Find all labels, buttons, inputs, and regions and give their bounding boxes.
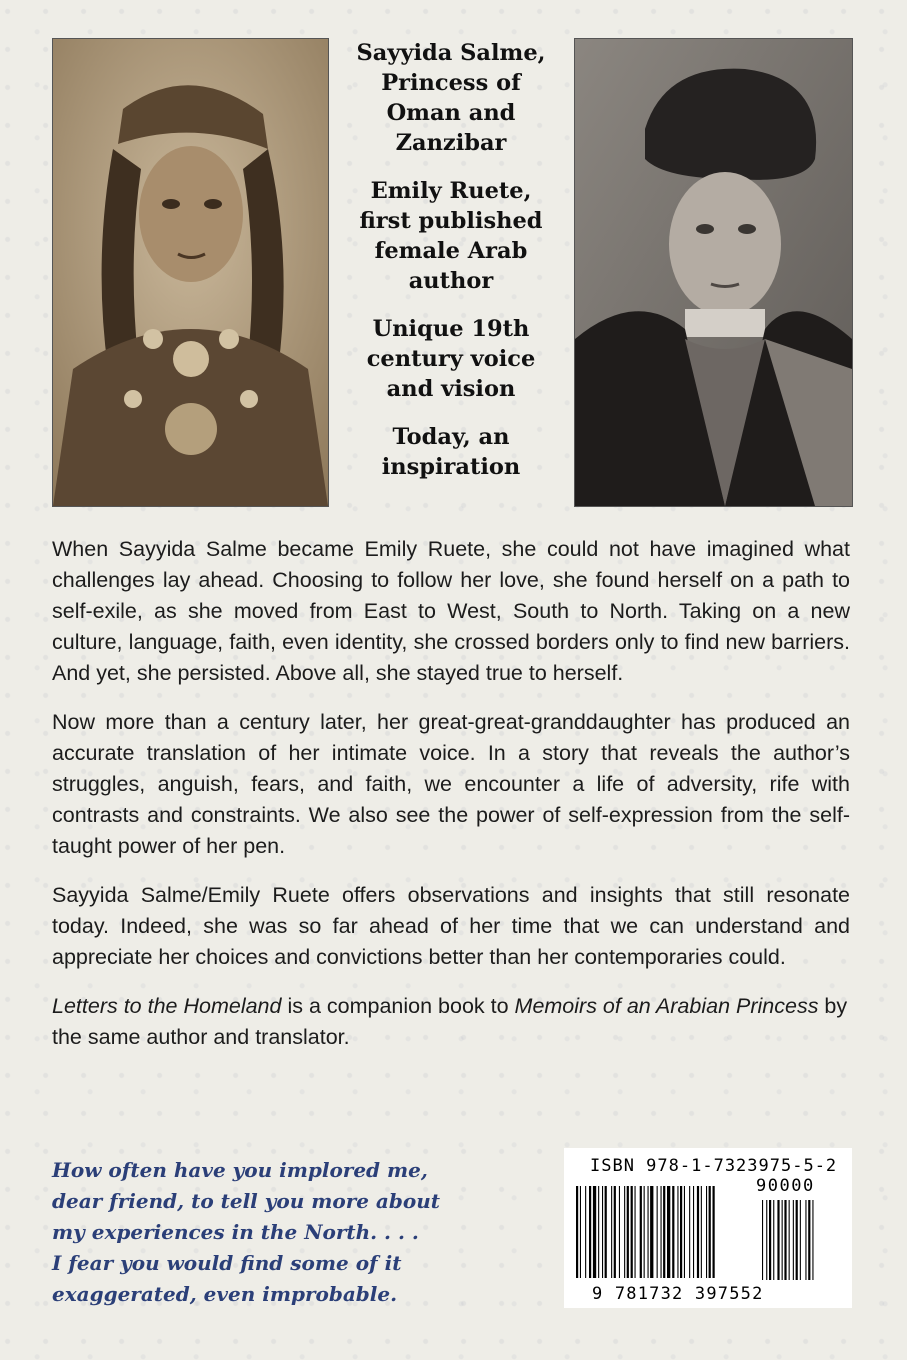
tagline-1: Sayyida Salme, Princess of Oman and Zanzibar xyxy=(356,40,546,156)
barcode-bar xyxy=(657,1186,658,1278)
taglines xyxy=(342,38,560,500)
tagline-2: Emily Ruete, first published female Arab author xyxy=(359,178,543,294)
barcode-bars xyxy=(574,1178,844,1284)
description-paragraph-1: When Sayyida Salme became Emily Ruete, she could not have imagined what challenges lay ahead. Choosing to follow her love, she found herself on a path to self-exile, as she moved from East to West, South to North. Taking on a new culture, language, faith, even identity, she crossed borders only to find new barriers. And yet, she persisted. Above all, she stayed true to herself. xyxy=(52,537,850,685)
barcode-bar xyxy=(709,1186,711,1278)
barcode-bar xyxy=(684,1186,685,1278)
barcode-bar xyxy=(689,1186,690,1278)
description-paragraph-2: Now more than a century later, her great-great-granddaughter has produced an accurate translation of her intimate voice. In a story that reveals the author’s struggles, anguish, fears, and faith, we encounter a life of adversity, rife with contrasts and constraints. We also see the power of self-expression from the self-taught power of her pen. xyxy=(52,710,850,858)
addon-bar xyxy=(762,1200,763,1280)
addon-bar xyxy=(766,1200,767,1280)
barcode-bar xyxy=(585,1186,586,1278)
addon-bar xyxy=(800,1200,801,1280)
barcode-bar xyxy=(706,1186,707,1278)
barcode-bar xyxy=(602,1186,603,1278)
barcode-bar xyxy=(576,1186,578,1278)
author-quote xyxy=(52,1155,472,1310)
addon-bar xyxy=(773,1200,774,1280)
barcode-bar xyxy=(580,1186,581,1278)
quote-line: How often have you implored me, xyxy=(52,1158,428,1182)
barcode-bar xyxy=(661,1186,662,1278)
addon-bar xyxy=(777,1200,779,1280)
barcode-bar xyxy=(635,1186,636,1278)
tagline-4: Today, an inspiration xyxy=(381,424,521,480)
barcode-bar xyxy=(650,1186,653,1278)
quote-line: I fear you would find some of it xyxy=(52,1251,402,1275)
barcode-bar xyxy=(663,1186,665,1278)
barcode-bar xyxy=(631,1186,633,1278)
quote-line: dear friend, to tell you more about xyxy=(52,1189,440,1213)
isbn-barcode xyxy=(564,1148,852,1308)
barcode-bar xyxy=(713,1186,715,1278)
barcode-bar xyxy=(648,1186,649,1278)
quote-line: my experiences in the North. . . . xyxy=(52,1220,419,1244)
tagline-3: Unique 19th century voice and vision xyxy=(366,316,536,402)
barcode-bar xyxy=(611,1186,612,1278)
barcode-bar xyxy=(677,1186,678,1278)
barcode-bar xyxy=(667,1186,670,1278)
barcode-bar xyxy=(701,1186,702,1278)
ean-digits: 9 781732 397552 xyxy=(592,1284,764,1304)
barcode-bar xyxy=(627,1186,629,1278)
barcode-bar xyxy=(624,1186,625,1278)
barcode-bar xyxy=(614,1186,616,1278)
addon-bar xyxy=(796,1200,798,1280)
same-author-text: by the same author and translator. xyxy=(52,994,848,1049)
description-paragraph-4 xyxy=(52,991,850,1053)
barcode-bar xyxy=(644,1186,645,1278)
quote-line: exaggerated, even improbable. xyxy=(52,1282,398,1306)
barcode-bar xyxy=(589,1186,591,1278)
addon-bar xyxy=(812,1200,813,1280)
book-title-letters: Letters to the Homeland xyxy=(52,994,282,1018)
companion-text: is a companion book to xyxy=(281,994,515,1018)
addon-bar xyxy=(808,1200,810,1280)
price-code: 90000 xyxy=(756,1176,815,1196)
barcode-bar xyxy=(593,1186,596,1278)
description-paragraph-3: Sayyida Salme/Emily Ruete offers observations and insights that still resonate today. Indeed, she was so far ahead of her time that we can understand and appreciate her choices and convictions better than her contemporaries could. xyxy=(52,883,850,969)
isbn-label: ISBN 978-1-7323975-5-2 xyxy=(590,1156,838,1176)
addon-bar xyxy=(793,1200,794,1280)
book-title-memoirs: Memoirs of an Arabian Princess xyxy=(514,994,819,1018)
barcode-bar xyxy=(697,1186,699,1278)
addon-bar xyxy=(769,1200,771,1280)
portrait-emily-ruete xyxy=(574,38,853,507)
barcode-bar xyxy=(680,1186,682,1278)
barcode-bar xyxy=(640,1186,642,1278)
barcode-bar xyxy=(693,1186,694,1278)
addon-bar xyxy=(784,1200,786,1280)
portrait-sayyida-salme xyxy=(52,38,329,507)
addon-bar xyxy=(782,1200,783,1280)
barcode-bar xyxy=(598,1186,599,1278)
addon-bar xyxy=(789,1200,790,1280)
addon-bar xyxy=(805,1200,806,1280)
barcode-bar xyxy=(672,1186,674,1278)
book-description xyxy=(52,534,850,1071)
barcode-bar xyxy=(605,1186,607,1278)
barcode-bar xyxy=(619,1186,620,1278)
